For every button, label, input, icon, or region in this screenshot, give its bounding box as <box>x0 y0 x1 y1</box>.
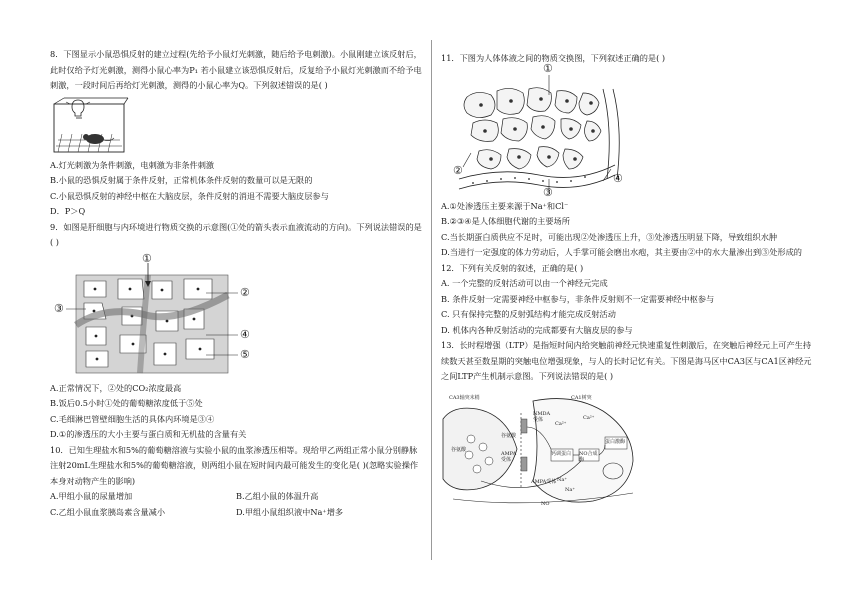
q13-label-glu: 谷氨酸 <box>451 446 467 453</box>
q10-option-c: C.乙组小鼠血浆胰岛素含量减小 <box>50 506 166 517</box>
q9-label-3: ③ <box>54 301 64 315</box>
q8-figure <box>50 96 130 154</box>
q9-option-c: C.毛细淋巴管壁细胞生活的具体内环境是③④ <box>50 413 215 424</box>
q13-label-ca-2: Ca²⁺ <box>583 414 595 421</box>
q11-option-c: C.当长期蛋白质供应不足时，可能出现②处渗透压上升，③处渗透压明显下降，导致组织水肿 <box>441 231 778 242</box>
q13-label-ca1: CA1树突 <box>571 394 592 401</box>
q10-option-d: D.甲组小鼠组织液中Na⁺增多 <box>236 506 344 517</box>
q12-option-b: B. 条件反射一定需要神经中枢参与，非条件反射则不一定需要神经中枢参与 <box>441 293 715 304</box>
q8-option-a: A.灯光刺激为条件刺激，电刺激为非条件刺激 <box>50 159 215 170</box>
q10-stem: 10．已知生理盐水和5%的葡萄糖溶液与实验小鼠的血浆渗透压相等。现给甲乙两组正常小鼠分别静脉注射20mL生理盐水和5%的葡萄糖溶液，则两组小鼠在短时间内最可能发生的变化是( )(忽略实验操作本身对动物产生的影响) <box>50 444 419 486</box>
q12-option-d: D. 机体内各种反射活动的完成都要有大脑皮层的参与 <box>441 324 633 335</box>
q13-label-kinase: 蛋白激酶 <box>605 438 626 445</box>
q11-label-2: ② <box>453 163 463 177</box>
column-divider <box>431 40 432 560</box>
q9-label-2: ② <box>240 285 250 299</box>
q11-label-3: ③ <box>543 185 553 199</box>
q10-options-row-1 <box>50 489 422 505</box>
q11-stem: 11．下图为人体体液之间的物质交换图，下列叙述正确的是( ) <box>441 53 666 63</box>
q9-option-a: A.正常情况下，②处的CO₂浓度最高 <box>50 382 182 393</box>
q13-label-nos: NO合成酶 <box>579 450 598 463</box>
q11-option-d: D.当进行一定强度的体力劳动后，人手掌可能会磨出水疱，其主要由②中的水大量渗出到③处形成的 <box>441 247 802 257</box>
q13-stem: 13．长时程增强（LTP）是指短时间内给突触前神经元快速重复性刺激后，在突触后神经元上可产生持续数天甚至数星期的突触电位增强现象，与人的长时记忆有关。下图是海马区中CA3区与CA1区神经元之间LTP产生机制示意图。下列说法错误的是( ) <box>441 340 812 381</box>
q12-stem: 12．下列有关反射的叙述，正确的是( ) <box>441 262 584 273</box>
q9-stem: 9．如图是肝细胞与内环境进行物质交换的示意图(①处的箭头表示血液流动的方向)。下列说法错误的是( ) <box>50 221 422 247</box>
q12-option-c: C. 只有保持完整的反射弧结构才能完成反射活动 <box>441 309 616 319</box>
q13-label-nmda: NMDA受体 <box>533 410 551 423</box>
q9-label-1: ① <box>142 251 152 265</box>
q11-label-1: ① <box>543 61 553 75</box>
left-column <box>50 0 422 520</box>
q8-stem: 8．下图显示小鼠恐惧反射的建立过程(先给予小鼠灯光刺激，随后给予电刺激)。小鼠刚建立该反射后，此时仅给予灯光刺激，测得小鼠心率为P₁ 若小鼠建立该恐惧反射后，反复给予小鼠灯光刺激而不给予电刺激，一段时间后再给灯光刺激，测得的小鼠心率为Q。下列叙述错误的是( ) <box>50 49 422 90</box>
q11-figure <box>453 61 623 199</box>
q11-label-4: ④ <box>613 171 623 185</box>
q9-option-b: B.饭后0.5小时①处的葡萄糖浓度低于⑤处 <box>50 398 203 408</box>
q12-option-a: A. 一个完整的反射活动可以由一个神经元完成 <box>441 278 608 288</box>
right-column <box>441 0 815 507</box>
q13-label-no: NO <box>541 500 550 507</box>
q8-option-b: B.小鼠的恐惧反射属于条件反射，正常机体条件反射的数量可以是无限的 <box>50 175 313 185</box>
q9-figure <box>54 251 256 379</box>
q8-option-c: C.小鼠恐惧反射的神经中枢在大脑皮层，条件反射的消退不需要大脑皮层参与 <box>50 190 329 201</box>
q9-option-d: D.①的渗透压的大小主要与蛋白质和无机盐的含量有关 <box>50 429 247 439</box>
q13-figure <box>441 389 641 507</box>
q13-label-ca: Ca²⁺ <box>555 420 567 427</box>
q13-label-ampa-2: AMPA受体 <box>531 478 557 485</box>
q10-options-row-2 <box>50 505 422 521</box>
q13-label-na: Na⁺ <box>557 476 567 483</box>
q11-option-a: A.①处渗透压主要来源于Na⁺和Cl⁻ <box>441 200 569 211</box>
q8-option-d: D．P＞Q <box>50 206 86 216</box>
q13-label-ca3: CA3轴突末梢 <box>449 394 480 401</box>
q10-option-a: A.甲组小鼠的尿量增加 <box>50 491 133 501</box>
q10-option-b: B.乙组小鼠的体温升高 <box>236 491 319 501</box>
q13-label-calmodulin: 钙调蛋白 <box>551 450 572 457</box>
q11-option-b: B.②③④是人体细胞代谢的主要场所 <box>441 216 570 226</box>
q13-label-na-2: Na⁺ <box>565 486 575 493</box>
q9-label-4: ④ <box>240 327 250 341</box>
q9-label-5: ⑤ <box>240 347 250 361</box>
q13-label-ampa-1: AMPA受体 <box>501 450 517 463</box>
q13-label-glu-2: 谷氨酸 <box>501 432 517 439</box>
